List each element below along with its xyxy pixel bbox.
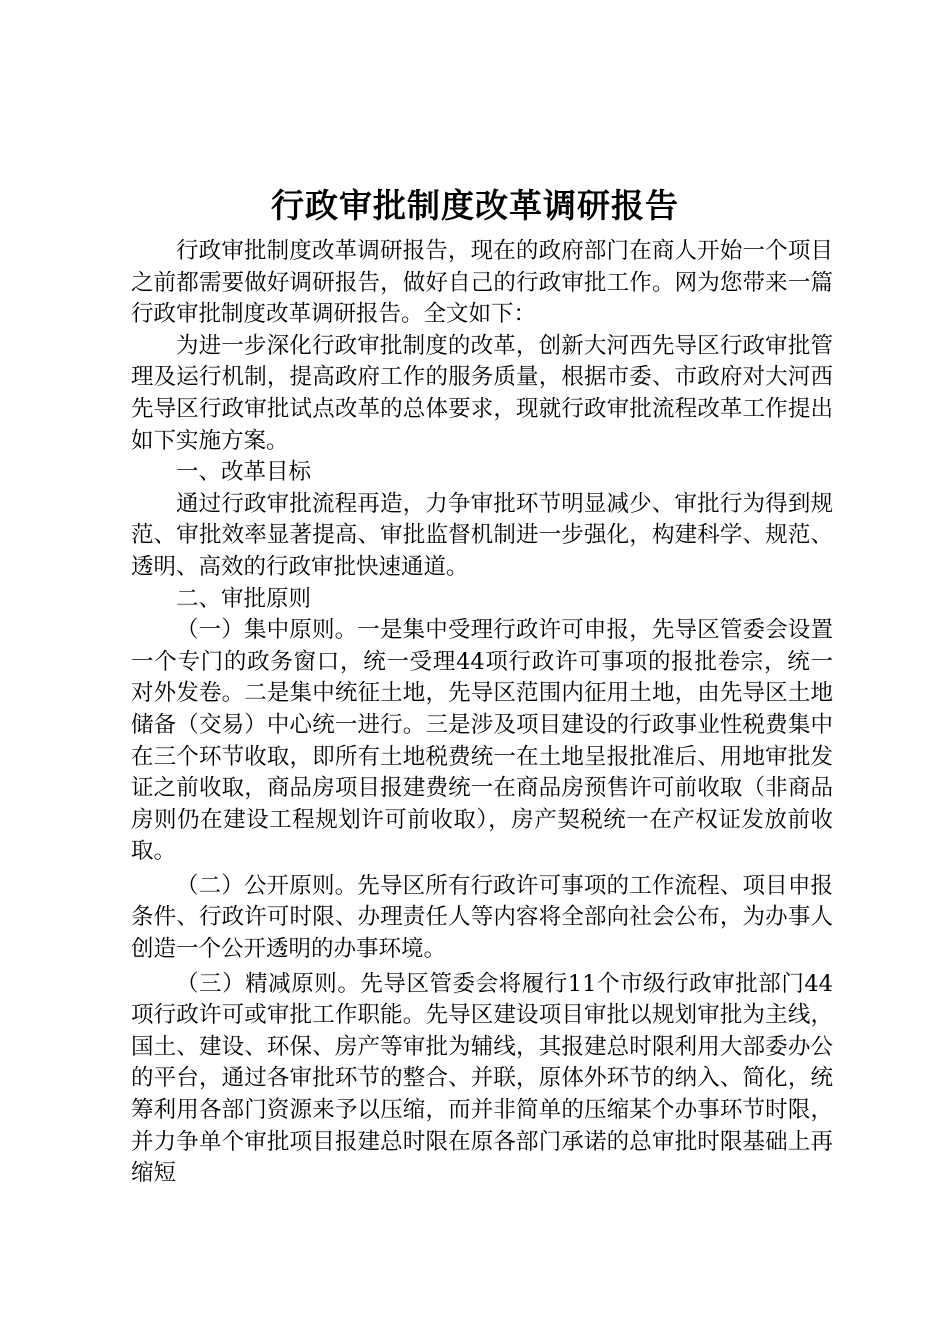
goals-paragraph: 通过行政审批流程再造，力争审批环节明显减少、审批行为得到规范、审批效率显著提高、审批监督机制进一步强化，构建科学、规范、透明、高效的行政审批快速通道。 [131, 490, 833, 580]
principle-streamlining: （三）精减原则。先导区管委会将履行11个市级行政审批部门44项行政许可或审批工作职能。先导区建设项目审批以规划审批为主线，国土、建设、环保、房产等审批为辅线，其报建总时限利用大部委办公的平台，通过各审批环节的整合、并联，原体外环节的纳入、简化，统筹利用各部门资源来予以压缩，而并非简单的压缩某个办事环节时限，并力争单个审批项目报建总时限在原各部门承诺的总审批时限基础上再缩短 [131, 970, 833, 1187]
document-body [131, 236, 833, 1190]
section-heading-goals: 一、改革目标 [176, 459, 312, 486]
intro-paragraph: 行政审批制度改革调研报告，现在的政府部门在商人开始一个项目之前都需要做好调研报告，做好自己的行政审批工作。网为您带来一篇行政审批制度改革调研报告。全文如下： [131, 238, 833, 328]
document-title: 行政审批制度改革调研报告 [271, 186, 679, 225]
purpose-paragraph: 为进一步深化行政审批制度的改革，创新大河西先导区行政审批管理及运行机制，提高政府工作的服务质量，根据市委、市政府对大河西先导区行政审批试点改革的总体要求，现就行政审批流程改革工作提出如下实施方案。 [131, 332, 833, 454]
section-heading-principles: 二、审批原则 [176, 585, 312, 612]
principle-centralization: （一）集中原则。一是集中受理行政许可申报，先导区管委会设置一个专门的政务窗口，统一受理44项行政许可事项的报批卷宗，统一对外发卷。二是集中统征土地，先导区范围内征用土地，由先导区土地储备（交易）中心统一进行。三是涉及项目建设的行政事业性税费集中在三个环节收取，即所有土地税费统一在土地呈报批准后、用地审批发证之前收取，商品房项目报建费统一在商品房预售许可前收取（非商品房则仍在建设工程规划许可前收取），房产契税统一在产权证发放前收取。 [131, 617, 833, 865]
principle-openness: （二）公开原则。先导区所有行政许可事项的工作流程、项目申报条件、行政许可时限、办理责任人等内容将全部向社会公布，为办事人创造一个公开透明的办事环境。 [131, 872, 833, 963]
